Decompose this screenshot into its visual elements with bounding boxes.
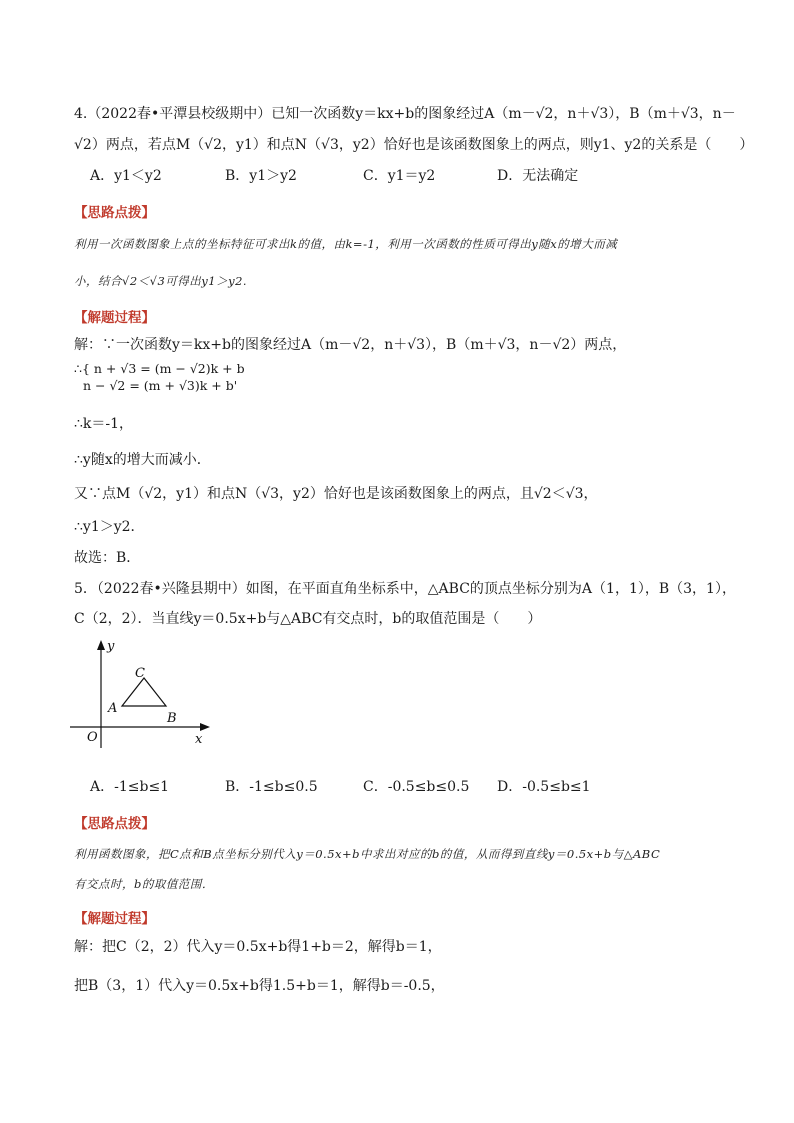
q4-option-c: C．y1＝y2 (363, 168, 436, 184)
q5-tip-line-1: 利用函数图象，把C点和B点坐标分别代入y＝0.5x+b中求出对应的b的值，从而得到直线y＝0.5x+b与△ABC (74, 847, 661, 861)
coordinate-figure (66, 636, 216, 751)
q5-solution-heading: 【解题过程】 (74, 911, 155, 927)
q5-option-b: B．-1≤b≤0.5 (225, 779, 318, 795)
q4-option-a: A．y1＜y2 (90, 168, 162, 184)
q4-solution-heading: 【解题过程】 (74, 310, 155, 326)
q4-stem-line-2: √2）两点，若点M（√2，y1）和点N（√3，y2）恰好也是该函数图象上的两点，则y1、y2的关系是（ ） (74, 137, 754, 153)
q4-tip-line-2: 小，结合√2＜√3可得出y1＞y2. (74, 274, 248, 288)
q4-solution-line-4: ∴y随x的增大而减小． (74, 452, 211, 468)
q4-solution-line-3: ∴k＝-1， (74, 416, 134, 432)
q5-option-a: A．-1≤b≤1 (90, 779, 170, 795)
point-c-label: C (135, 666, 145, 681)
x-axis-label: x (195, 732, 203, 747)
y-axis-label: y (107, 639, 115, 654)
q5-option-d: D．-0.5≤b≤1 (497, 779, 591, 795)
q4-solution-line-5: 又∵点M（√2，y1）和点N（√3，y2）恰好也是该函数图象上的两点，且√2＜√3， (74, 486, 598, 502)
q5-stem-line-2: C（2，2）．当直线y＝0.5x+b与△ABC有交点时，b的取值范围是（ ） (74, 611, 542, 627)
q4-option-b: B．y1＞y2 (225, 168, 297, 184)
q4-solution-line-7: 故选：B． (74, 550, 141, 566)
q4-solution-line-1: 解：∵一次函数y＝kx+b的图象经过A（m－√2，n＋√3），B（m＋√3，n－√2）两点， (74, 337, 627, 353)
q5-stem-line-1: 5．（2022春•兴隆县期中）如图，在平面直角坐标系中，△ABC的顶点坐标分别为A（1，1），B（3，1）， (74, 581, 736, 597)
point-b-label: B (167, 711, 177, 726)
q4-system-eq-2: n − √2 = (m + √3)k + b' (83, 378, 238, 393)
y-axis-arrow (97, 640, 105, 650)
q4-tip-heading: 【思路点拨】 (74, 205, 155, 221)
q4-solution-line-6: ∴y1＞y2． (74, 519, 145, 535)
q4-option-d: D．无法确定 (497, 168, 579, 184)
origin-label: O (87, 730, 98, 745)
q5-tip-line-2: 有交点时，b的取值范围． (74, 877, 214, 891)
point-a-label: A (108, 701, 118, 716)
triangle-abc (122, 678, 166, 706)
q5-solution-line-1: 解：把C（2，2）代入y＝0.5x+b得1+b＝2，解得b＝1， (74, 939, 442, 955)
q4-system-eq-1: ∴{ n + √3 = (m − √2)k + b (74, 361, 245, 376)
q5-solution-line-2: 把B（3，1）代入y＝0.5x+b得1.5+b＝1，解得b＝-0.5， (74, 978, 445, 994)
q4-tip-line-1: 利用一次函数图象上点的坐标特征可求出k的值，由k=-1，利用一次函数的性质可得出y随x的增大而减 (74, 237, 618, 251)
q5-option-c: C．-0.5≤b≤0.5 (363, 779, 470, 795)
q4-stem-line-1: 4.（2022春•平潭县校级期中）已知一次函数y＝kx+b的图象经过A（m－√2，n＋√3），B（m＋√3，n－ (74, 106, 736, 122)
x-axis-arrow (200, 723, 210, 731)
q5-tip-heading: 【思路点拨】 (74, 816, 155, 832)
